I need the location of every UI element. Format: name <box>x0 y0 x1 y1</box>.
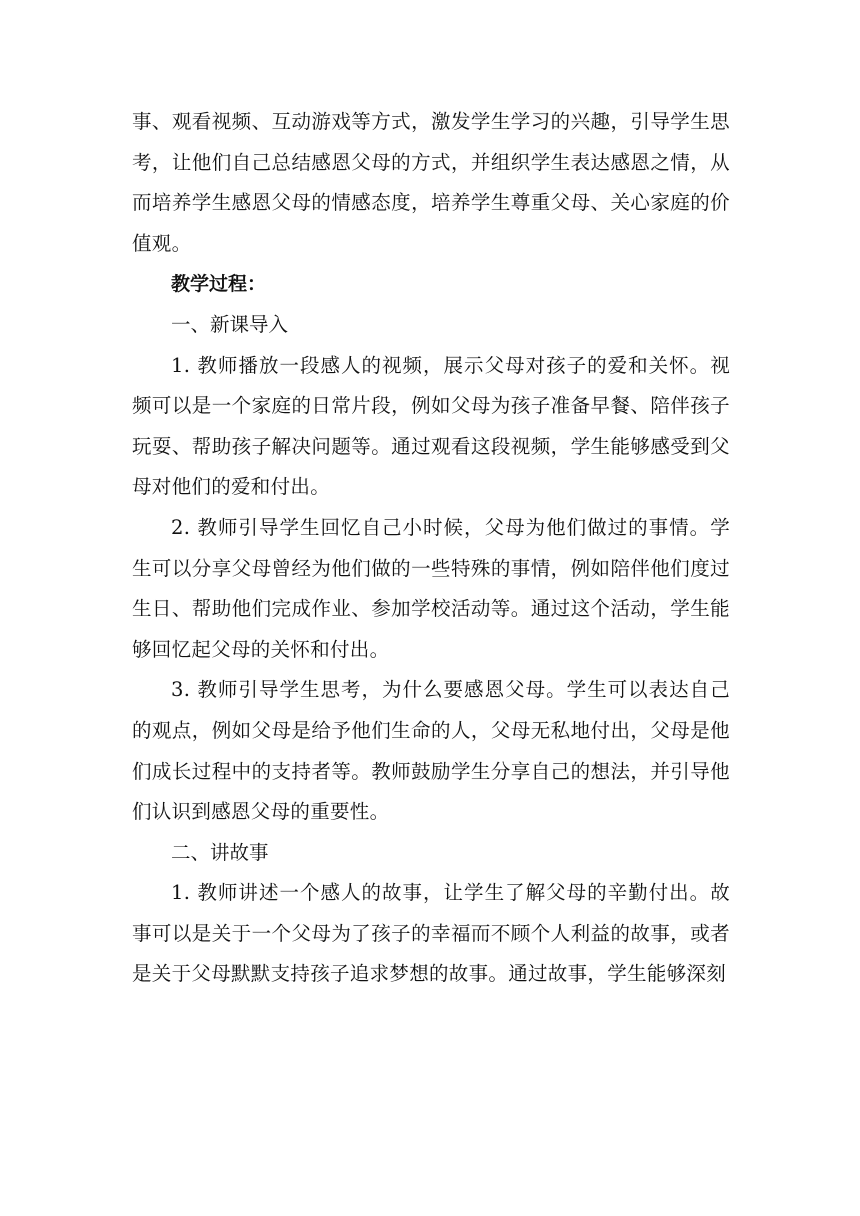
section1-item-1: 1. 教师播放一段感人的视频，展示父母对孩子的爱和关怀。视频可以是一个家庭的日常片段，例如父母为孩子准备早餐、陪伴孩子玩耍、帮助孩子解决问题等。通过观看这段视频，学生能够感受到父母对他们的爱和付出。 <box>132 353 730 499</box>
section-title-story: 二、讲故事 <box>171 840 269 864</box>
document-body <box>132 102 730 995</box>
section-title-intro: 一、新课导入 <box>171 312 289 336</box>
section2-item-1: 1. 教师讲述一个感人的故事，让学生了解父母的辛勤付出。故事可以是关于一个父母为了孩子的幸福而不顾个人利益的故事，或者是关于父母默默支持孩子追求梦想的故事。通过故事，学生能够深刻 <box>132 881 730 986</box>
intro-paragraph: 事、观看视频、互动游戏等方式，激发学生学习的兴趣，引导学生思考，让他们自己总结感恩父母的方式，并组织学生表达感恩之情，从而培养学生感恩父母的情感态度，培养学生尊重父母、关心家庭的价值观。 <box>132 110 730 255</box>
section1-item-3: 3. 教师引导学生思考，为什么要感恩父母。学生可以表达自己的观点，例如父母是给予他们生命的人，父母无私地付出，父母是他们成长过程中的支持者等。教师鼓励学生分享自己的想法，并引导他们认识到感恩父母的重要性。 <box>132 678 730 824</box>
section1-item-2: 2. 教师引导学生回忆自己小时候，父母为他们做过的事情。学生可以分享父母曾经为他们做的一些特殊的事情，例如陪伴他们度过生日、帮助他们完成作业、参加学校活动等。通过这个活动，学生能够回忆起父母的关怀和付出。 <box>132 515 730 661</box>
process-heading: 教学过程： <box>171 273 267 296</box>
